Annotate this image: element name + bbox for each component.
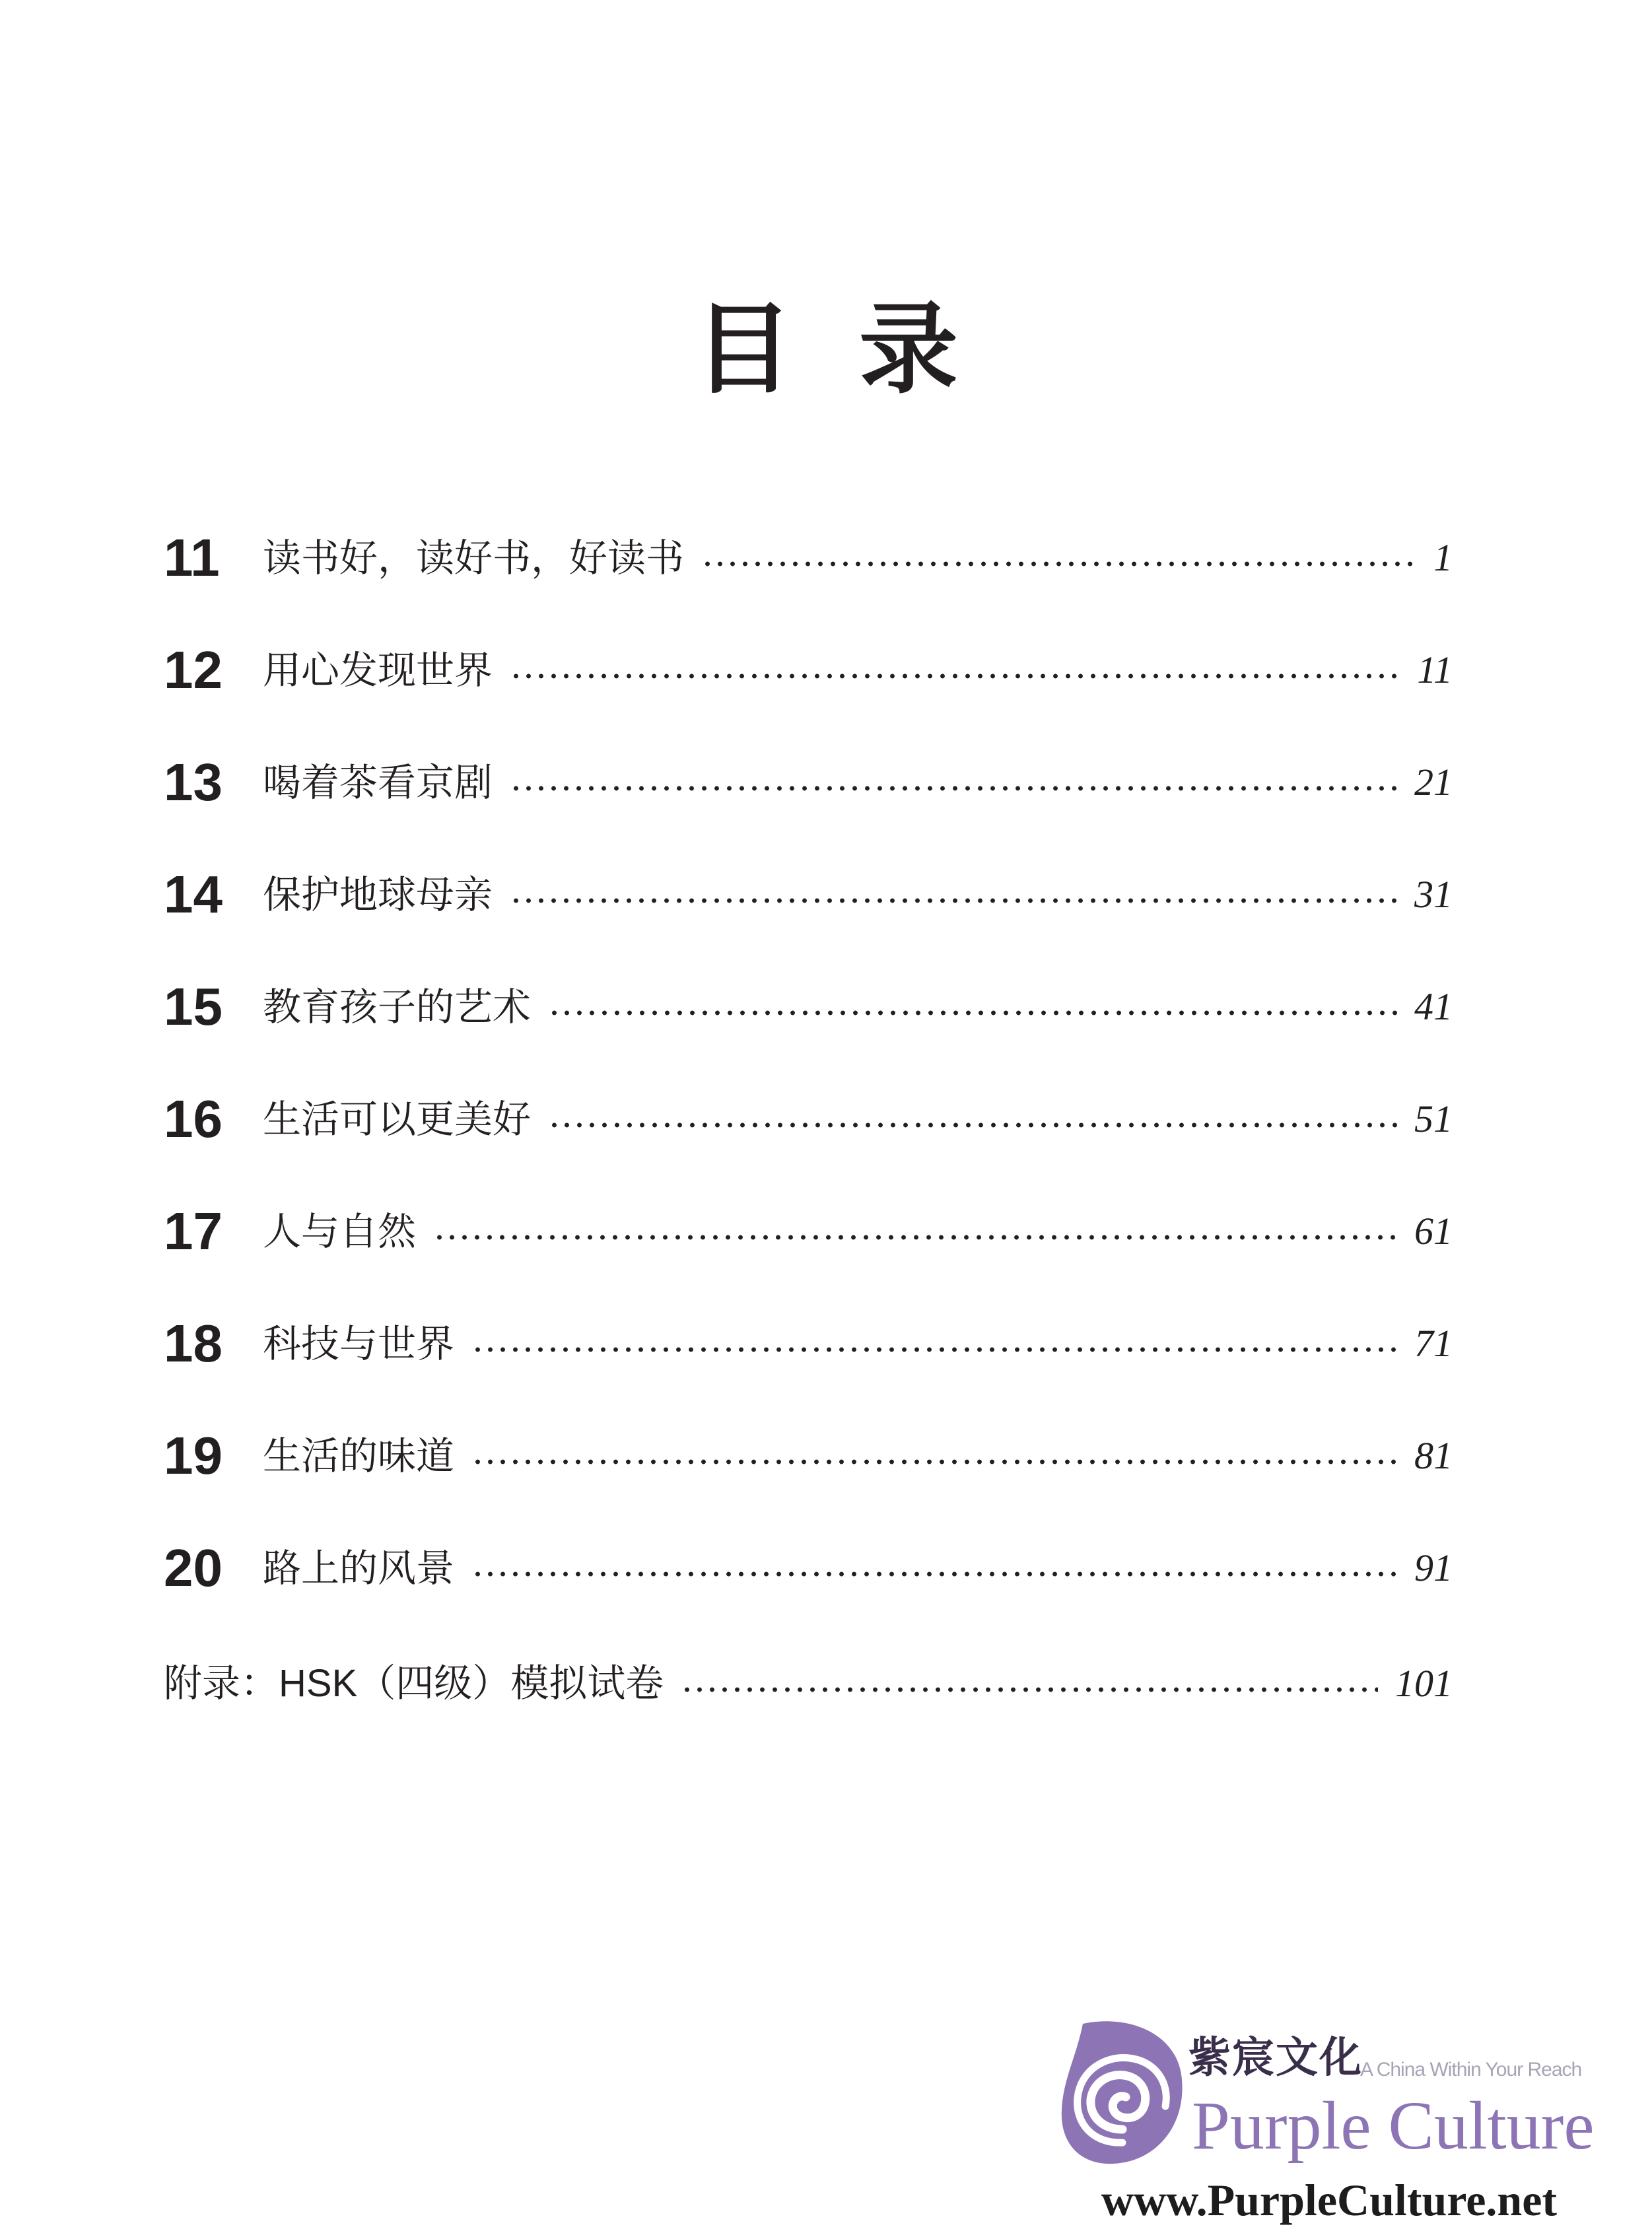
dot-leader	[548, 1010, 1397, 1015]
page-number: 61	[1414, 1210, 1453, 1253]
lesson-number: 13	[164, 753, 223, 811]
dot-leader	[471, 1459, 1397, 1464]
page-number: 1	[1433, 536, 1453, 579]
toc-entry-appendix[interactable]	[164, 1624, 1453, 1743]
page-number: 71	[1414, 1322, 1453, 1365]
toc-entry-18[interactable]	[164, 1288, 1453, 1400]
dot-leader	[681, 1687, 1378, 1692]
toc-entry-16[interactable]	[164, 1063, 1453, 1175]
lesson-number: 15	[164, 977, 223, 1036]
lesson-number: 12	[164, 640, 223, 699]
page-title: 目录	[693, 293, 1024, 407]
page-number: 91	[1414, 1546, 1453, 1589]
lesson-number: 20	[164, 1538, 223, 1597]
dot-leader	[471, 1571, 1397, 1577]
swirl-logo-icon	[1056, 2017, 1188, 2169]
page-number: 81	[1414, 1434, 1453, 1477]
dot-leader	[471, 1347, 1397, 1352]
toc-entry-17[interactable]	[164, 1175, 1453, 1288]
lesson-number: 16	[164, 1089, 223, 1148]
lesson-title: 科技与世界	[263, 1321, 455, 1366]
appendix-title: 附录：HSK（四级）模拟试卷	[164, 1662, 664, 1705]
lesson-title: 生活的味道	[263, 1433, 455, 1478]
lesson-title: 用心发现世界	[263, 648, 493, 693]
lesson-title: 教育孩子的艺术	[263, 984, 532, 1029]
dot-leader	[701, 561, 1416, 567]
dot-leader	[510, 786, 1397, 791]
toc-entry-12[interactable]	[164, 614, 1453, 726]
lesson-number: 14	[164, 865, 223, 924]
dot-leader	[510, 898, 1397, 903]
lesson-title: 喝着茶看京剧	[263, 760, 493, 805]
lesson-title: 读书好，读好书，好读书	[263, 535, 685, 580]
watermark-brand: Purple Culture	[1192, 2088, 1595, 2164]
page-number: 41	[1414, 985, 1453, 1028]
lesson-number: 18	[164, 1314, 223, 1373]
page-number: 31	[1414, 873, 1453, 916]
watermark-chinese-name: 紫宸文化	[1188, 2033, 1363, 2082]
lesson-title: 保护地球母亲	[263, 872, 493, 917]
table-of-contents	[164, 502, 1453, 1743]
lesson-title: 路上的风景	[263, 1546, 455, 1591]
toc-entry-14[interactable]	[164, 839, 1453, 951]
dot-leader	[433, 1235, 1397, 1240]
dot-leader	[548, 1122, 1397, 1128]
lesson-number: 11	[164, 528, 220, 587]
toc-entry-19[interactable]	[164, 1400, 1453, 1512]
page-number: 11	[1417, 648, 1453, 691]
lesson-number: 17	[164, 1202, 223, 1260]
toc-entry-13[interactable]	[164, 726, 1453, 839]
page-number: 21	[1414, 761, 1453, 804]
watermark-url: www.PurpleCulture.net	[1101, 2175, 1558, 2225]
page-number: 101	[1395, 1662, 1453, 1705]
toc-entry-15[interactable]	[164, 951, 1453, 1063]
lesson-title: 生活可以更美好	[263, 1097, 532, 1142]
watermark-tagline: A China Within Your Reach	[1360, 2059, 1582, 2081]
lesson-title: 人与自然	[263, 1209, 417, 1254]
toc-entry-20[interactable]	[164, 1512, 1453, 1624]
dot-leader	[510, 673, 1400, 679]
lesson-number: 19	[164, 1426, 223, 1485]
watermark-logo	[1056, 2007, 1637, 2232]
page-number: 51	[1414, 1097, 1453, 1140]
toc-entry-11[interactable]	[164, 502, 1453, 614]
